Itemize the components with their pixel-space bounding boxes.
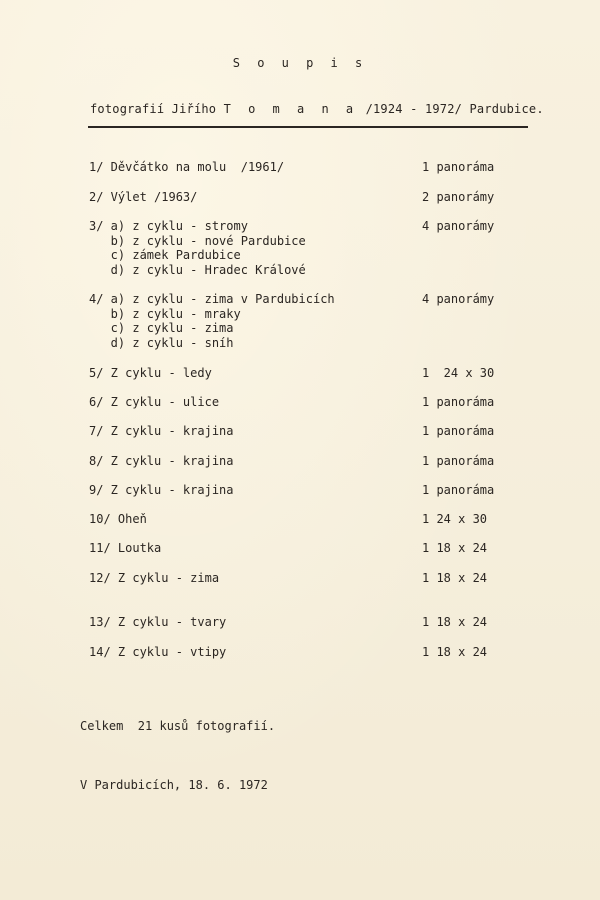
item-line: 14/ Z cyklu - vtipy xyxy=(89,645,227,659)
item-line: d) z cyklu - sníh xyxy=(89,335,234,350)
item-line: b) z cyklu - nové Pardubice xyxy=(89,233,306,248)
document-title: S o u p i s xyxy=(232,56,368,70)
item-title xyxy=(89,395,219,410)
item-format: 1 panoráma xyxy=(422,160,495,174)
item-format: 1 18 x 24 xyxy=(422,571,488,585)
item-line: 2/ Výlet /1963/ xyxy=(89,190,198,204)
item-title xyxy=(89,483,234,498)
item-line: b) z cyklu - mraky xyxy=(89,306,241,321)
item-format: 4 panorámy xyxy=(422,292,495,306)
item-line: 8/ Z cyklu - krajina xyxy=(89,454,234,468)
document-subtitle xyxy=(90,102,544,116)
item-title xyxy=(89,541,161,556)
item-format: 1 18 x 24 xyxy=(422,541,488,555)
item-line: 13/ Z cyklu - tvary xyxy=(89,615,227,629)
item-format: 1 24 x 30 xyxy=(422,366,495,380)
item-format: 1 24 x 30 xyxy=(422,512,488,526)
item-line: 6/ Z cyklu - ulice xyxy=(89,395,220,409)
subtitle-prefix: fotografií Jiřího xyxy=(90,102,224,116)
item-title xyxy=(89,645,226,660)
item-format: 1 panoráma xyxy=(422,483,495,497)
item-title xyxy=(89,571,219,586)
item-format: 4 panorámy xyxy=(422,219,495,233)
item-title xyxy=(89,190,197,205)
item-format: 1 panoráma xyxy=(422,424,495,438)
item-format: 1 panoráma xyxy=(422,454,495,468)
item-line: 4/ a) z cyklu - zima v Pardubicích xyxy=(89,292,335,306)
item-line: 7/ Z cyklu - krajina xyxy=(89,424,234,438)
item-line: 5/ Z cyklu - ledy xyxy=(89,366,212,380)
item-line: 10/ Oheň xyxy=(89,512,147,526)
header-divider xyxy=(88,126,528,128)
total-count: Celkem 21 kusů fotografií. xyxy=(80,719,276,733)
item-title xyxy=(89,292,335,350)
item-line: 12/ Z cyklu - zima xyxy=(89,571,220,585)
item-format: 1 panoráma xyxy=(422,395,495,409)
item-line: 3/ a) z cyklu - stromy xyxy=(89,219,248,233)
place-and-date: V Pardubicích, 18. 6. 1972 xyxy=(80,778,268,792)
item-title xyxy=(89,160,284,175)
item-line: 9/ Z cyklu - krajina xyxy=(89,483,234,497)
item-title xyxy=(89,219,306,277)
subtitle-name: T o m a n a xyxy=(223,102,359,116)
subtitle-suffix: /1924 - 1972/ Pardubice. xyxy=(358,102,544,116)
item-format: 1 18 x 24 xyxy=(422,615,488,629)
item-title xyxy=(89,512,147,527)
item-line: d) z cyklu - Hradec Králové xyxy=(89,262,306,277)
item-title xyxy=(89,615,226,630)
item-title xyxy=(89,424,234,439)
item-line: c) zámek Pardubice xyxy=(89,248,241,262)
item-line: 1/ Děvčátko na molu /1961/ xyxy=(89,160,285,174)
item-title xyxy=(89,366,212,381)
item-format: 1 18 x 24 xyxy=(422,645,488,659)
item-line: c) z cyklu - zima xyxy=(89,321,234,335)
item-format: 2 panorámy xyxy=(422,190,495,204)
item-line: 11/ Loutka xyxy=(89,541,162,555)
item-title xyxy=(89,454,234,469)
